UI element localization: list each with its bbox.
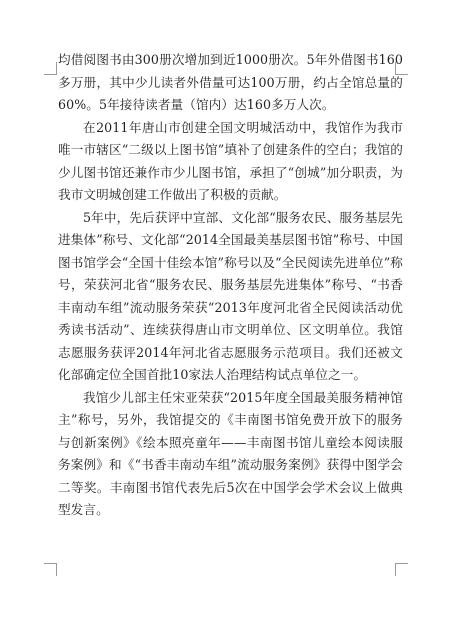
paragraph-awards: 我馆少儿部主任宋亚荣获“2015年度全国最美服务精神馆主”称号，另外，我馆提交的《丰南图书馆免费开放下的服务与创新案例》《绘本照亮童年——丰南图书馆儿童绘本阅读服务案例》和《“书香丰南动车组”流动服务案例》获得中图学会二等奖。丰南图书馆代表先后5次在中国学会学术会议上做典型发言。 — [58, 389, 403, 517]
document-body — [58, 49, 403, 522]
paragraph-continuation: 均借阅图书由300册次增加到近1000册次。5年外借图书160多万册，其中少儿读者外借量可达100万册，约占全馆总量的60%。5年接待读者量（馆内）达160多万人次。 — [58, 52, 403, 112]
paragraph-honors: 5年中，先后获评中宣部、文化部“服务农民、服务基层先进集体”称号、文化部“2014全国最美基层图书馆”称号、中国图书馆学会“全国十佳绘本馆”称号以及“全民阅读先进单位”称号，荣获河北省“服务农民、服务基层先进集体”称号、“书香丰南动车组”流动服务荣获“2013年度河北省全民阅读活动优秀读书活动”、连续获得唐山市文明单位、区文明单位。我馆志愿服务获评2014年河北省志愿服务示范项目。我们还被文化部确定位全国首批10家法人治理结构试点单位之一。 — [58, 209, 403, 382]
crop-mark-bottom-right — [395, 563, 408, 576]
crop-mark-top-left — [44, 62, 57, 75]
crop-mark-bottom-left — [44, 563, 57, 576]
paragraph-civilized-city: 在2011年唐山市创建全国文明城活动中，我馆作为我市唯一市辖区“二级以上图书馆”填补了创建条件的空白；我馆的少儿图书馆还兼作市少儿图书馆，承担了“创城”加分职责，为我市文明城创建工作做出了积极的贡献。 — [58, 119, 403, 202]
